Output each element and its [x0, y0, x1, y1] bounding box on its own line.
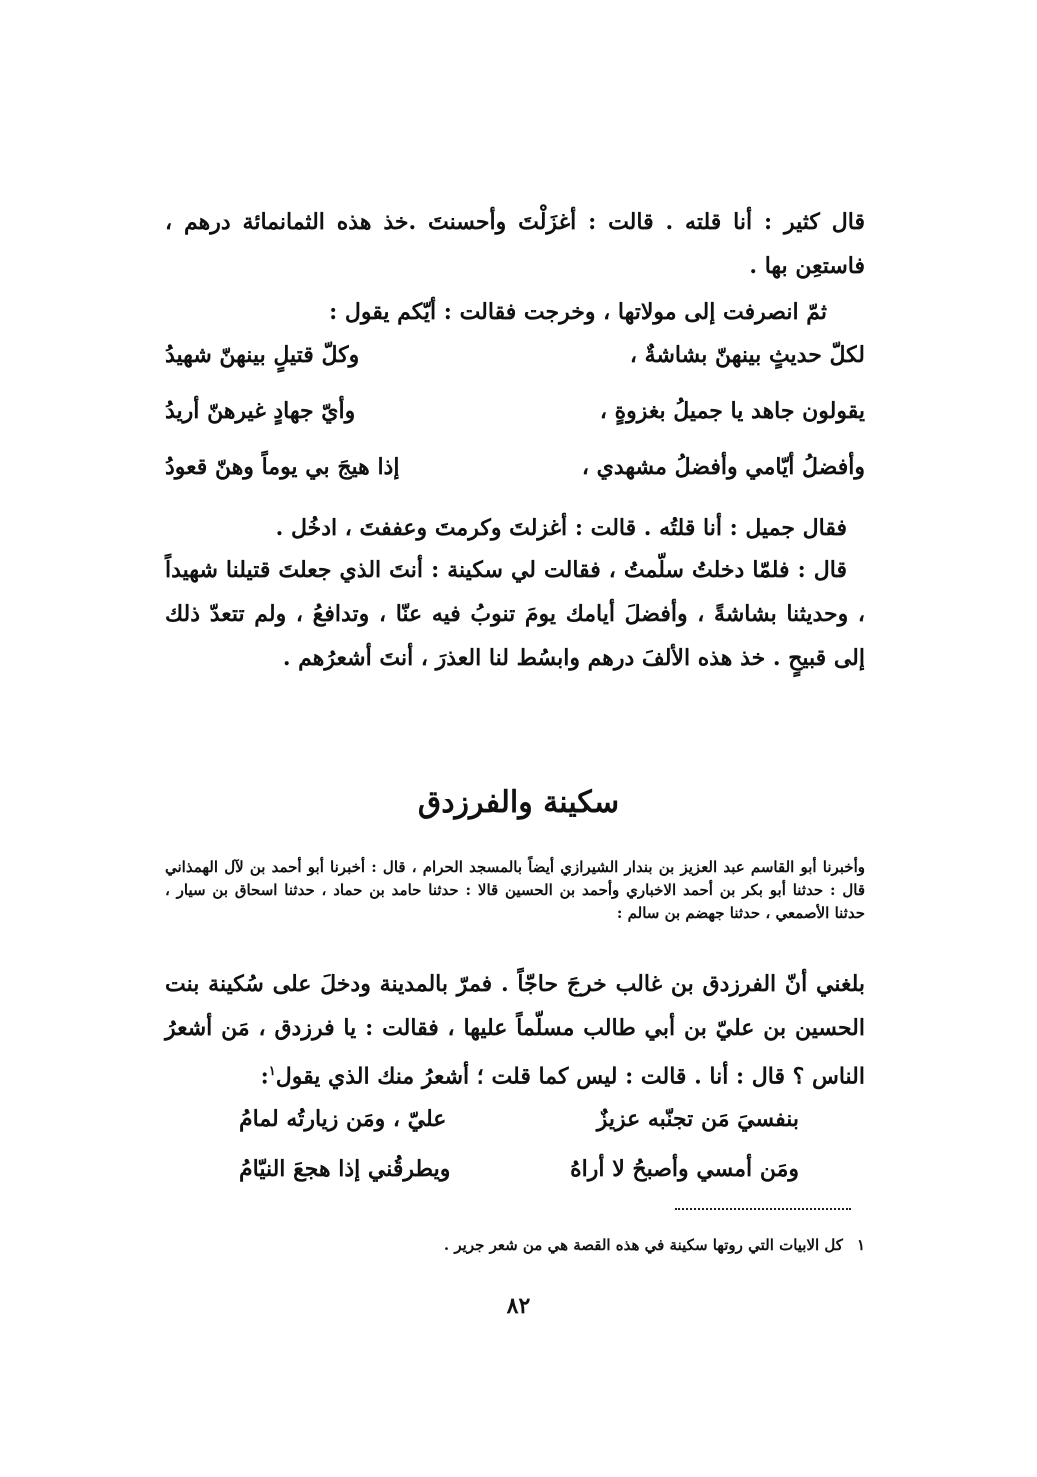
footnote-number: ١ — [856, 1236, 865, 1254]
paragraph-farazdaq-end: : — [260, 1063, 269, 1090]
paragraph-farazdaq — [165, 962, 865, 1098]
verse-hemistich-second: إذا هيجَ بي يوماً وهنّ قعودُ — [165, 454, 400, 480]
verse-hemistich-first: لكلّ حديثٍ بينهنّ بشاشةٌ ، — [629, 342, 865, 368]
footnote-text: كل الابيات التي روتها سكينة في هذه القصة هي من شعر جرير . — [443, 1236, 843, 1254]
verse-hemistich-first: بنفسيَ مَن تجنّبه عزيزٌ — [596, 1106, 799, 1132]
page-number: ٨٢ — [506, 1293, 531, 1319]
verse-line-3 — [165, 454, 865, 498]
paragraph-jamil-reply: فقال جميل : أنا قلتُه . قالت : أغزلتَ وكرمتَ وعففتَ ، ادخُل . — [275, 515, 847, 541]
verse-hemistich-second: وكلّ قتيلٍ بينهنّ شهيدُ — [165, 342, 360, 368]
paragraph-farazdaq-text: بلغني أنّ الفرزدق بن غالب خرجَ حاجّاً . فمرّ بالمدينة ودخلَ على سُكينة بنت الحسين بن عليّ بن أبي طالب مسلّماً عليها ، فقالت : يا فرزدق ، مَن أشعرُ الناس ؟ قال : أنا . قالت : ليس كما قلت ؛ أشعرُ منك الذي يقول — [165, 971, 865, 1090]
footnote-separator — [675, 1202, 851, 1210]
verse2-line-1 — [239, 1106, 799, 1150]
paragraph-kuthayyir: قال كثير : أنا قلته . قالت : أغزَلْتَ وأحسنتَ .خذ هذه الثمانمائة درهم ، فاستعِن بها . — [165, 209, 865, 279]
section-title: سكينة والفرزدق — [417, 785, 620, 820]
paragraph-jamil-enters: قال : فلمّا دخلتُ سلّمتُ ، فقالت لي سكينة : أنتَ الذي جعلتَ قتيلنا شهيداً ، وحديثنا بشاشةً ، وأفضلَ أيامك يومَ تنوبُ فيه عنّا ، وتدافعُ ، ولم تتعدّ ذلك إلى قبيحٍ . خذ هذه الألفَ درهم وابسُط لنا العذرَ ، أنتَ أشعرُهم . — [165, 557, 865, 671]
verse-hemistich-second: عليّ ، ومَن زيارتُه لمامُ — [239, 1106, 447, 1132]
verse-line-1 — [165, 342, 865, 386]
verse-hemistich-second: وأيّ جهادٍ غيرهنّ أريدُ — [165, 398, 356, 424]
verse-line-2 — [165, 398, 865, 442]
verse-hemistich-first: ومَن أمسي وأصبحُ لا أراهُ — [570, 1156, 799, 1182]
verse-hemistich-first: يقولون جاهد يا جميلُ بغزوةٍ ، — [599, 398, 865, 424]
verse-hemistich-second: ويطرقُني إذا هجعَ النيّامُ — [239, 1156, 451, 1182]
isnad-chain: وأخبرنا أبو القاسم عبد العزيز بن بندار الشيرازي أيضاً بالمسجد الحرام ، قال : أخبرنا أبو أحمد بن لآل الهمذاني قال : حدثنا أبو بكر بن أحمد الاخباري وأحمد بن الحسين قالا : حدثنا حامد بن حماد ، حدثنا اسحاق بن سيار ، حدثنا الأصمعي ، حدثنا جهضم بن سالم : — [165, 858, 865, 922]
footnote-marker: ١ — [268, 1064, 276, 1079]
footnote — [165, 1236, 865, 1254]
verse-hemistich-first: وأفضلُ أيّامي وأفضلُ مشهدي ، — [581, 454, 865, 480]
paragraph-sukayna-asks: ثمّ انصرفت إلى مولاتها ، وخرجت فقالت : أيّكم يقول : — [329, 299, 827, 325]
verse2-line-2 — [239, 1156, 799, 1200]
